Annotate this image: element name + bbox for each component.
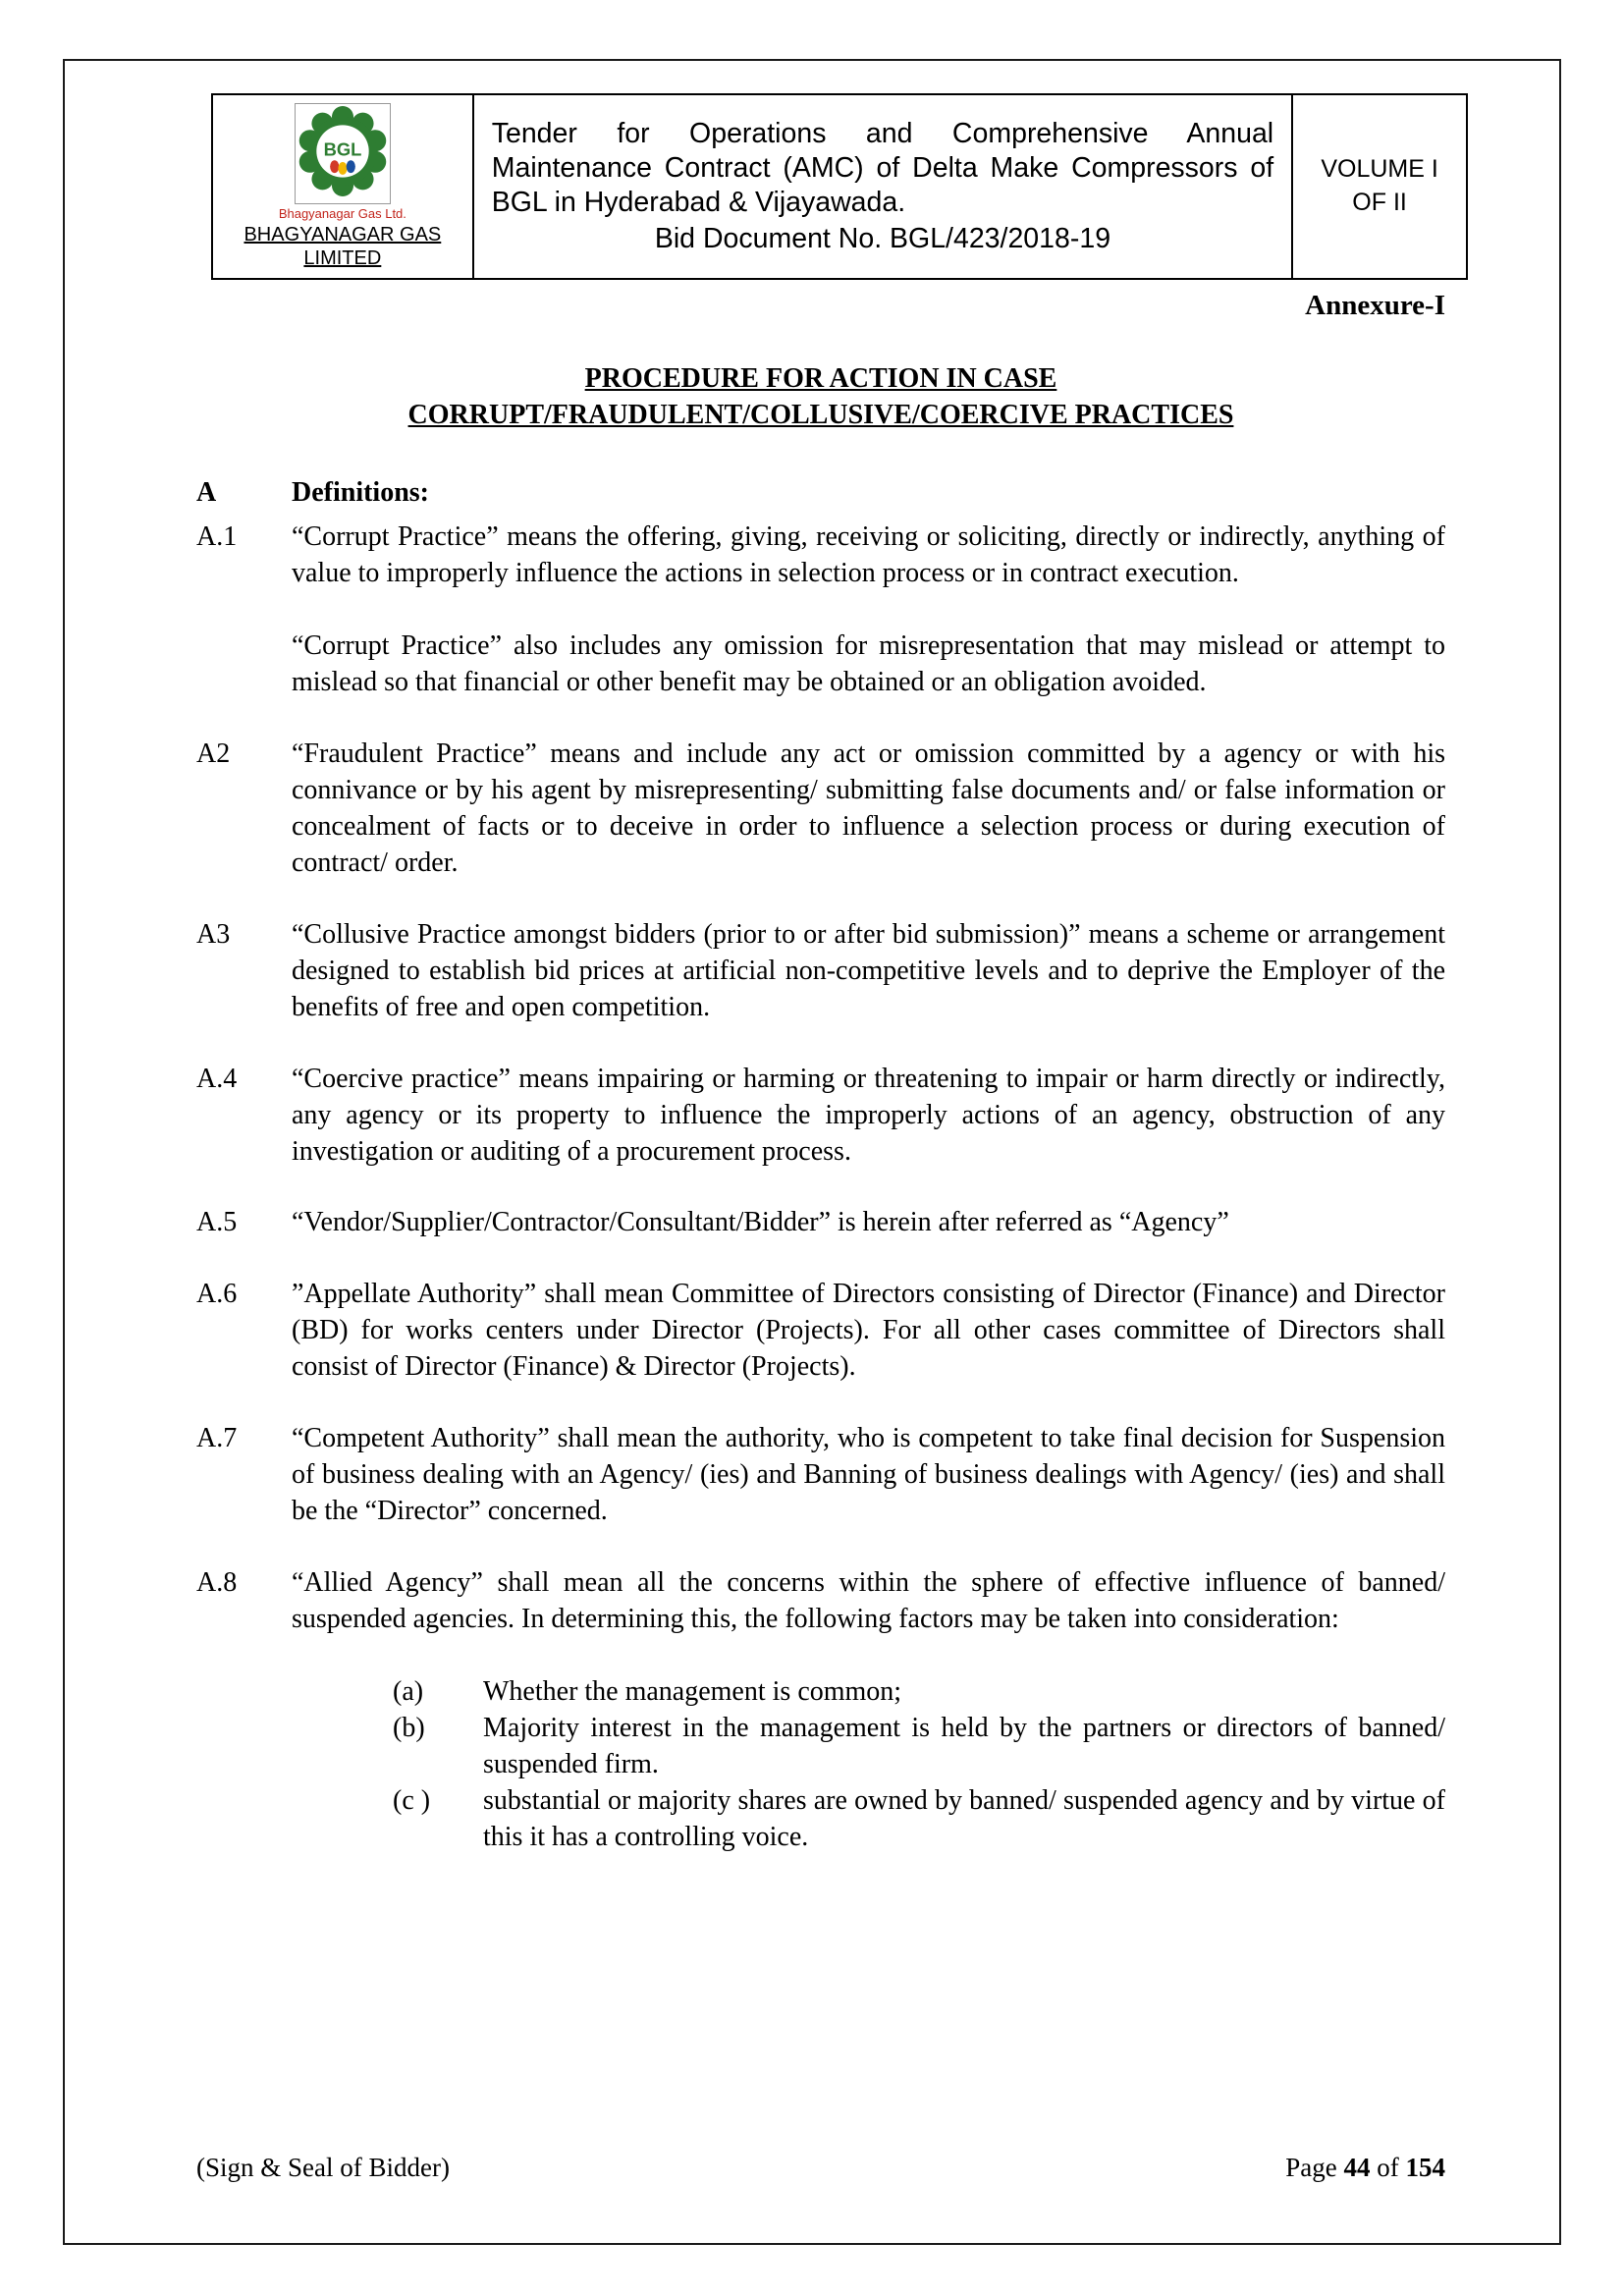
section-paragraph: “Collusive Practice amongst bidders (prior to or after bid submission)” means a scheme or arrangement designed to establish bid prices at artificial non-competitive levels and to deprive the Employer of the benefits of free and open competition.	[292, 918, 1445, 1022]
heading-line-1: PROCEDURE FOR ACTION IN CASE	[584, 363, 1057, 395]
logo-monogram: BGL	[323, 138, 362, 160]
sign-seal-note: (Sign & Seal of Bidder)	[196, 2153, 450, 2182]
list-item	[393, 1783, 1445, 1856]
section-a-definitions	[196, 475, 1445, 512]
list-item-text: Majority interest in the management is held by the partners or directors of banned/ suspended firm.	[483, 1713, 1445, 1779]
list-item-text: Whether the management is common;	[483, 1676, 902, 1708]
section-text	[292, 737, 1445, 882]
section-paragraph: “Vendor/Supplier/Contractor/Consultant/Bidder” is herein after referred as “Agency”	[292, 1207, 1229, 1238]
page-number-total: 154	[1405, 2153, 1445, 2182]
org-name-line-1: BHAGYANAGAR GAS	[244, 224, 442, 246]
page-number	[1285, 2153, 1445, 2183]
section-paragraph: “Competent Authority” shall mean the authority, who is competent to take final decision for Suspension of business dealing with an Agency/ (ies) and Banning of business dealings with Agency/ (ies) and shall be the “Director” concerned.	[292, 1423, 1445, 1527]
section-text	[292, 1277, 1445, 1386]
document-body	[196, 287, 1445, 1891]
annexure-label: Annexure-I	[1305, 290, 1445, 321]
list-item	[393, 1674, 1445, 1711]
logo-subtitle: Bhagyanagar Gas Ltd.	[278, 206, 406, 221]
heading-line-2: CORRUPT/FRAUDULENT/COLLUSIVE/COERCIVE PRACTICES	[407, 400, 1234, 431]
list-item-label: (b)	[393, 1713, 425, 1743]
section-a8	[196, 1565, 1445, 1856]
section-paragraph: “Allied Agency” shall mean all the concerns within the sphere of effective influence of banned/ suspended agencies. In determining this, the following factors may be taken into consideration:	[292, 1567, 1445, 1635]
tender-title: Tender for Operations and Comprehensive Annual Maintenance Contract (AMC) of Delta Make Compressors of BGL in Hyderabad & Vijayawada.	[491, 117, 1274, 219]
volume-line-2: OF II	[1352, 189, 1407, 217]
volume-cell	[1292, 94, 1467, 279]
section-label: A	[196, 477, 217, 509]
header-table	[211, 93, 1468, 280]
sub-item-list	[393, 1674, 1445, 1856]
logo-flame-icon	[330, 160, 355, 175]
section-label: A3	[196, 918, 231, 950]
section-a3	[196, 917, 1445, 1026]
list-item-label: (c )	[393, 1784, 431, 1816]
section-paragraph: “Corrupt Practice” also includes any omission for misrepresentation that may mislead or attempt to mislead so that financial or other benefit may be obtained or an obligation avoided.	[292, 630, 1445, 697]
list-item-label: (a)	[393, 1676, 424, 1708]
list-item	[393, 1711, 1445, 1783]
logo-cell	[212, 94, 473, 279]
section-text	[292, 519, 1445, 701]
document-heading	[196, 361, 1445, 434]
org-name	[219, 224, 466, 270]
section-a4	[196, 1062, 1445, 1171]
section-a1	[196, 519, 1445, 701]
section-label: A.5	[196, 1207, 238, 1238]
section-a2	[196, 737, 1445, 882]
sections	[196, 475, 1445, 1856]
title-cell	[473, 94, 1292, 279]
page-number-prefix: Page	[1285, 2153, 1344, 2182]
section-label: A.7	[196, 1423, 238, 1454]
bid-document-number: Bid Document No. BGL/423/2018-19	[654, 222, 1111, 254]
section-paragraph: “Fraudulent Practice” means and include any act or omission committed by a agency or with his connivance or by his agent by misrepresenting/ submitting false documents and/ or false information or concealment of facts or to deceive in order to influence a selection process or during execution of contract/ order.	[292, 738, 1445, 878]
bgl-logo	[298, 106, 388, 196]
section-a6	[196, 1277, 1445, 1386]
section-text	[292, 917, 1445, 1026]
section-text	[292, 1565, 1445, 1856]
section-label: A2	[196, 738, 231, 769]
section-text	[292, 1421, 1445, 1530]
page-number-of: of	[1370, 2153, 1406, 2182]
section-text	[292, 1205, 1445, 1241]
section-a7	[196, 1421, 1445, 1530]
section-title: Definitions:	[292, 477, 429, 509]
logo-box	[295, 103, 391, 204]
section-label: A.6	[196, 1279, 238, 1310]
org-name-line-2: LIMITED	[303, 246, 382, 269]
section-paragraph: “Coercive practice” means impairing or harming or threatening to impair or harm directly or indirectly, any agency or its property to influence the improperly actions of an agency, obstruction of any investigation or auditing of a procurement process.	[292, 1063, 1445, 1167]
page-number-current: 44	[1343, 2153, 1371, 2182]
section-label: A.4	[196, 1063, 238, 1094]
list-item-text: substantial or majority shares are owned by banned/ suspended agency and by virtue of this it has a controlling voice.	[483, 1784, 1445, 1852]
page-footer	[196, 2153, 1445, 2183]
section-paragraph: “Corrupt Practice” means the offering, giving, receiving or soliciting, directly or indirectly, anything of value to improperly influence the actions in selection process or in contract execution.	[292, 521, 1445, 589]
volume-line-1: VOLUME I	[1321, 155, 1438, 184]
section-paragraph: ”Appellate Authority” shall mean Committee of Directors consisting of Director (Finance) and Director (BD) for works centers under Director (Projects). For all other cases committee of Directors shall consist of Director (Finance) & Director (Projects).	[292, 1279, 1445, 1383]
section-text	[292, 1062, 1445, 1171]
section-a5	[196, 1205, 1445, 1241]
section-label: A.1	[196, 521, 238, 553]
section-label: A.8	[196, 1567, 238, 1599]
